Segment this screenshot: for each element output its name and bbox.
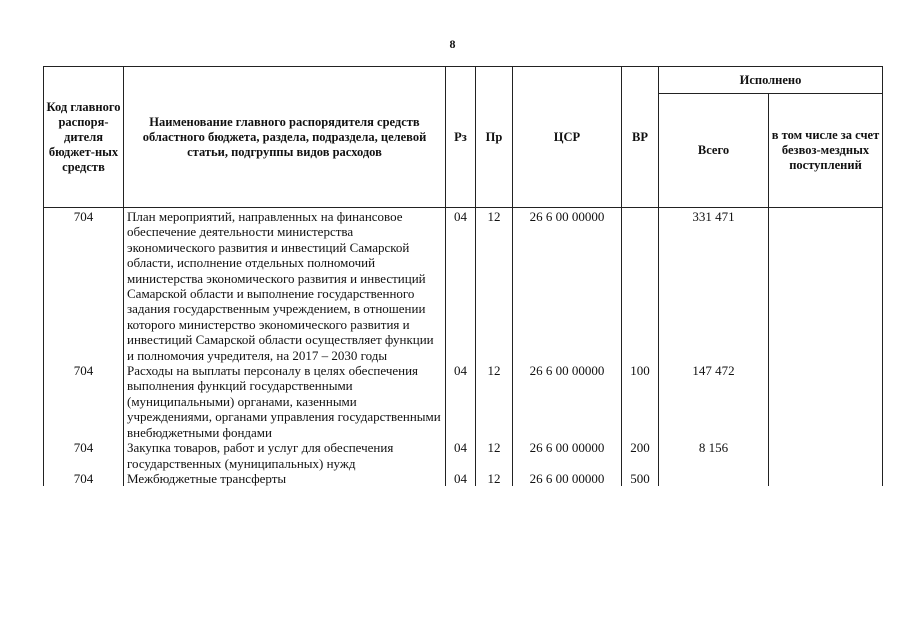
row-total: 8 156 bbox=[659, 440, 769, 471]
row-total bbox=[659, 471, 769, 486]
header-executed: Исполнено bbox=[659, 67, 883, 94]
row-name: Межбюджетные трансферты bbox=[124, 471, 446, 486]
budget-table bbox=[43, 66, 883, 486]
row-gratuitous bbox=[769, 471, 883, 486]
header-rz: Рз bbox=[446, 67, 476, 208]
row-total: 147 472 bbox=[659, 363, 769, 440]
row-name: План мероприятий, направленных на финансовое обеспечение деятельности министерства экономического развития и инвестиций Самарской области, исполнение отдельных полномочий министерства экономического развития и инвестиций Самарской области и выполнение государственного задания государственным учреждением, в отношении которого министерство экономического развития и инвестиций Самарской области осуществляет функции и полномочия учредителя, на 2017 – 2030 годы bbox=[124, 208, 446, 364]
header-pr: Пр bbox=[476, 67, 513, 208]
row-rz: 04 bbox=[446, 440, 476, 471]
row-csr: 26 6 00 00000 bbox=[513, 440, 622, 471]
header-gratuitous: в том числе за счет безвоз-мездных поступлений bbox=[769, 94, 883, 208]
row-code: 704 bbox=[44, 471, 124, 486]
header-name: Наименование главного распорядителя средств областного бюджета, раздела, подраздела, целевой статьи, подгруппы видов расходов bbox=[124, 67, 446, 208]
table-row bbox=[44, 208, 883, 364]
row-pr: 12 bbox=[476, 440, 513, 471]
header-total: Всего bbox=[659, 94, 769, 208]
table-header bbox=[44, 67, 883, 208]
row-gratuitous bbox=[769, 440, 883, 471]
row-pr: 12 bbox=[476, 208, 513, 364]
row-vr bbox=[622, 208, 659, 364]
row-total: 331 471 bbox=[659, 208, 769, 364]
row-code: 704 bbox=[44, 208, 124, 364]
header-code: Код главного распоря-дителя бюджет-ных средств bbox=[44, 67, 124, 208]
row-code: 704 bbox=[44, 440, 124, 471]
row-csr: 26 6 00 00000 bbox=[513, 363, 622, 440]
row-vr: 100 bbox=[622, 363, 659, 440]
row-gratuitous bbox=[769, 363, 883, 440]
row-code: 704 bbox=[44, 363, 124, 440]
table-row bbox=[44, 363, 883, 440]
row-rz: 04 bbox=[446, 363, 476, 440]
table-row bbox=[44, 440, 883, 471]
row-vr: 500 bbox=[622, 471, 659, 486]
table-row bbox=[44, 471, 883, 486]
row-rz: 04 bbox=[446, 471, 476, 486]
row-csr: 26 6 00 00000 bbox=[513, 208, 622, 364]
row-vr: 200 bbox=[622, 440, 659, 471]
row-name: Закупка товаров, работ и услуг для обеспечения государственных (муниципальных) нужд bbox=[124, 440, 446, 471]
row-pr: 12 bbox=[476, 363, 513, 440]
page-number: 8 bbox=[449, 37, 456, 51]
row-gratuitous bbox=[769, 208, 883, 364]
row-name: Расходы на выплаты персоналу в целях обеспечения выполнения функций государственными (муниципальными) органами, казенными учреждениями, органами управления государственными внебюджетными фондами bbox=[124, 363, 446, 440]
row-rz: 04 bbox=[446, 208, 476, 364]
header-vr: ВР bbox=[622, 67, 659, 208]
header-csr: ЦСР bbox=[513, 67, 622, 208]
row-pr: 12 bbox=[476, 471, 513, 486]
row-csr: 26 6 00 00000 bbox=[513, 471, 622, 486]
